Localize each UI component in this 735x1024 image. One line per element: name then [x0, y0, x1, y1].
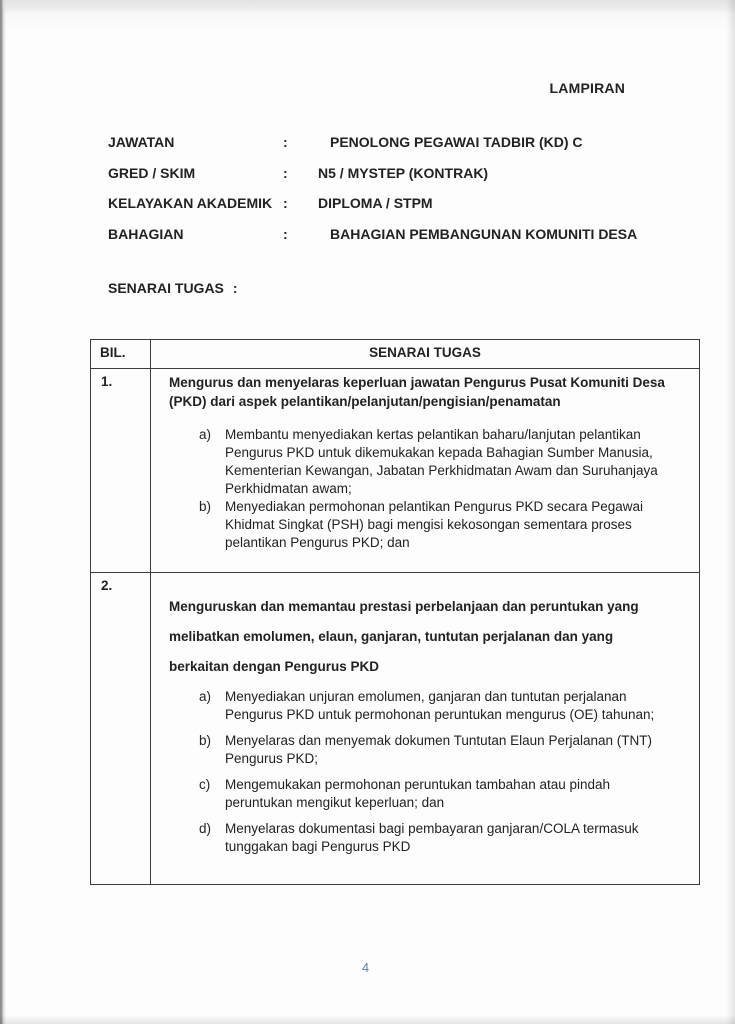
scan-edge-bottom [0, 1015, 735, 1024]
field-label: KELAYAKAN AKADEMIK [108, 195, 273, 211]
table-row [91, 573, 699, 884]
field-kelayakan-akademik [108, 195, 668, 226]
field-colon: : [283, 225, 288, 242]
list-item [199, 820, 683, 856]
table-header-row [91, 340, 699, 369]
scan-edge-left [0, 0, 6, 1024]
row-number: 2. [91, 573, 151, 884]
list-text: Membantu menyediakan kertas pelantikan baharu/lanjutan pelantikan Pengurus PKD untuk dikemukakan kepada Bahagian Sumber Manusia, Kementerian Kewangan, Jabatan Perkhidmatan Awam dan Suruhanjaya Perkhidmatan awam; [225, 427, 658, 496]
list-marker: b) [199, 733, 212, 748]
list-marker: d) [199, 821, 212, 836]
list-item [199, 688, 683, 724]
list-text: Menyediakan unjuran emolumen, ganjaran dan tuntutan perjalanan Pengurus PKD untuk permohonan peruntukan mengurus (OE) tahunan; [225, 689, 655, 722]
list-item [199, 732, 683, 768]
header-fields [108, 134, 668, 256]
list-marker: b) [199, 499, 212, 514]
list-marker: a) [199, 689, 212, 704]
field-value: BAHAGIAN PEMBANGUNAN KOMUNITI DESA [330, 225, 638, 242]
field-bahagian [108, 226, 668, 257]
list-text: Menyelaras dokumentasi bagi pembayaran ganjaran/COLA termasuk tunggakan bagi Pengurus PKD [225, 821, 639, 854]
field-colon: : [283, 134, 288, 150]
task-heading: Menguruskan dan memantau prestasi perbelanjaan dan peruntukan yang melibatkan emolumen, elaun, ganjaran, tuntutan perjalanan dan yang berkaitan dengan Pengurus PKD [169, 599, 639, 674]
section-heading-senarai-tugas [108, 280, 238, 296]
field-label: JAWATAN [108, 134, 175, 150]
field-value: DIPLOMA / STPM [318, 195, 433, 211]
field-label: BAHAGIAN [108, 225, 184, 242]
field-colon: : [283, 164, 288, 181]
table-header-bil: BIL. [91, 340, 151, 368]
list-marker: a) [199, 427, 212, 442]
field-gred-skim [108, 165, 668, 196]
row-task-cell [151, 573, 699, 884]
field-value: PENOLONG PEGAWAI TADBIR (KD) C [330, 134, 583, 150]
list-text: Mengemukakan permohonan peruntukan tambahan atau pindah peruntukan mengikut keperluan; dan [225, 777, 611, 810]
list-text: Menyediakan permohonan pelantikan Pengurus PKD secara Pegawai Khidmat Singkat (PSH) bagi mengisi kekosongan sementara proses pelantikan Pengurus PKD; dan [225, 499, 644, 550]
row-task-cell [151, 369, 699, 572]
table-row [91, 369, 699, 573]
tasks-table [90, 339, 700, 885]
field-value: N5 / MYSTEP (KONTRAK) [318, 164, 489, 181]
section-heading-label: SENARAI TUGAS [108, 280, 224, 296]
section-heading-colon: : [232, 280, 238, 296]
task-list [199, 688, 683, 856]
appendix-tag: LAMPIRAN [549, 80, 625, 96]
table-header-senarai-tugas: SENARAI TUGAS [369, 345, 481, 360]
task-heading: Mengurus dan menyelaras keperluan jawatan Pengurus Pusat Komuniti Desa (PKD) dari aspek pelantikan/pelanjutan/pengisian/penamatan [169, 375, 665, 409]
field-jawatan [108, 134, 668, 165]
field-colon: : [283, 195, 288, 211]
list-item [199, 776, 683, 812]
list-marker: c) [199, 777, 211, 792]
scan-edge-right [726, 0, 735, 1024]
list-item [199, 426, 683, 498]
row-number: 1. [91, 369, 151, 572]
field-label: GRED / SKIM [108, 164, 196, 181]
list-text: Menyelaras dan menyemak dokumen Tuntutan Elaun Perjalanan (TNT) Pengurus PKD; [225, 733, 652, 766]
page-number: 4 [361, 960, 370, 975]
task-list [199, 426, 683, 552]
list-item [199, 498, 683, 552]
